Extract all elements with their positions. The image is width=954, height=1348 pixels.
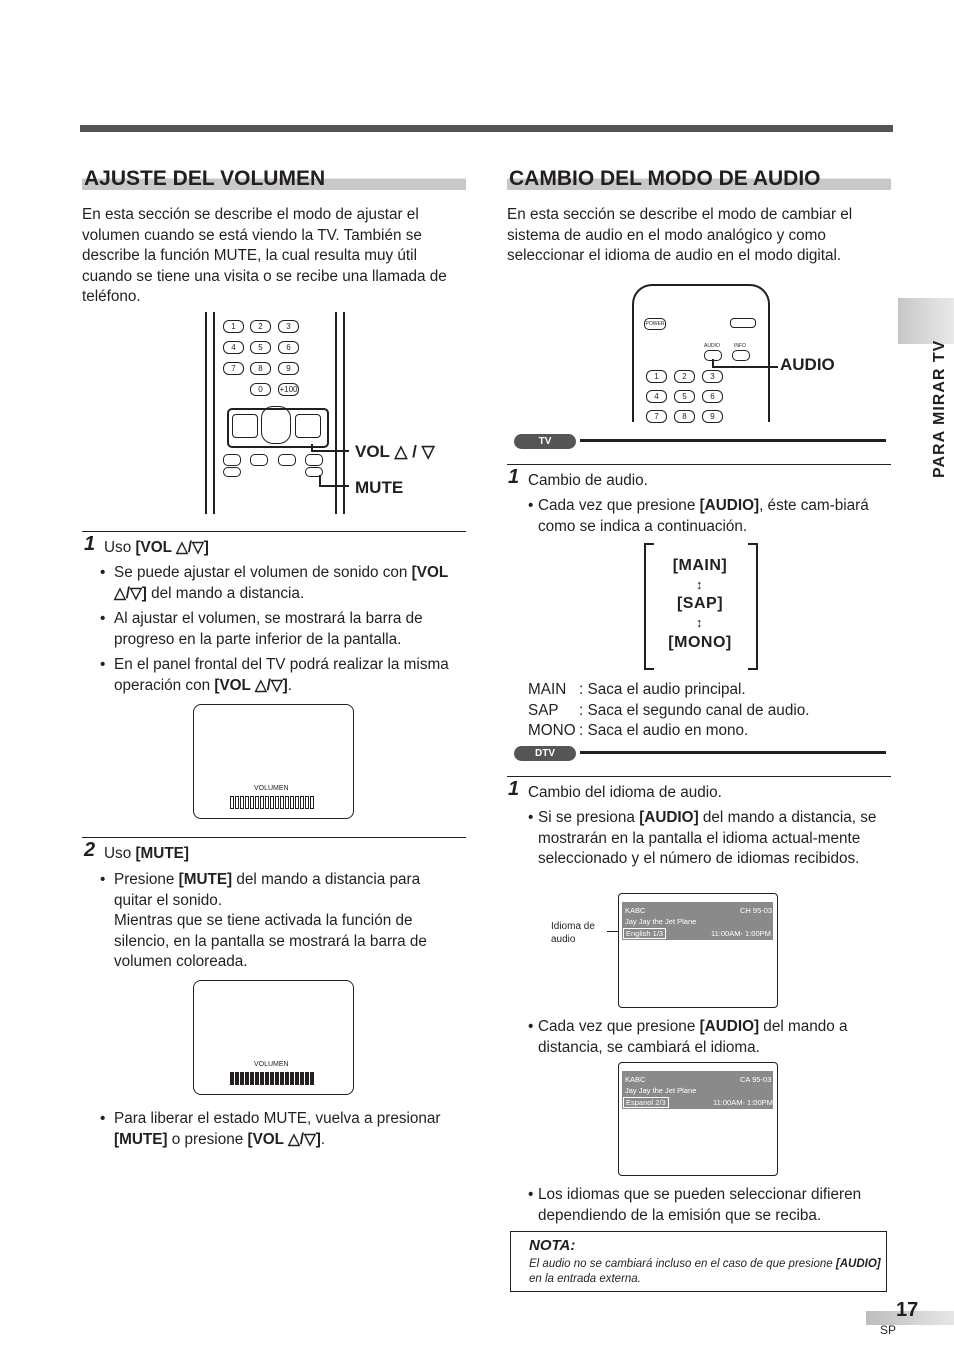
step-title: Uso [VOL △/▽]	[104, 539, 209, 556]
remote-key: 5	[250, 341, 271, 354]
bullet-item: •	[100, 871, 106, 888]
bullet-text: Al ajustar el volumen, se mostrará la barra de progreso en la parte inferior de la pantalla.	[114, 610, 423, 648]
def-term: MAIN	[528, 681, 567, 698]
remote-key: 7	[223, 362, 244, 375]
bullet-item: •	[528, 1186, 534, 1203]
remote-key: 7	[646, 410, 667, 423]
divider	[507, 464, 891, 465]
side-tab-label: PARA MIRAR TV	[931, 339, 948, 478]
label-audio: AUDIO	[780, 355, 835, 374]
divider	[82, 837, 466, 838]
tv-screen-osd-2	[618, 1062, 778, 1176]
mode-mono: [MONO]	[668, 634, 732, 651]
remote-key: 5	[674, 390, 695, 403]
osd-time: 11:00AM- 1:00PM	[711, 929, 771, 938]
page-number: 17	[896, 1299, 919, 1321]
osd-volume-label: VOLUMEN	[254, 1061, 289, 1068]
remote-key: 9	[702, 410, 723, 423]
intro-audio: En esta sección se describe el modo de cambiar el sistema de audio en el modo analógico y como seleccionar el idioma de audio en el modo digital.	[507, 206, 853, 264]
volume-bar	[230, 796, 314, 809]
osd-channel: CA 95-03	[740, 1075, 772, 1084]
osd-station: KABC	[625, 906, 646, 915]
osd-program: Jay Jay the Jet Plane	[625, 1086, 697, 1095]
remote-key: 2	[250, 320, 271, 333]
bullet-item: •	[100, 610, 106, 627]
bullet-item: •	[528, 1018, 534, 1035]
vol-up-key-shape	[295, 414, 321, 438]
bullet-text: Se puede ajustar el volumen de sonido con [VOL △/▽] del mando a distancia.	[114, 564, 448, 602]
audio-mode-cycle	[644, 543, 756, 666]
vol-down-key-shape	[232, 414, 258, 438]
section-title-volume: AJUSTE DEL VOLUMEN	[82, 168, 466, 190]
osd-volume-label: VOLUMEN	[254, 785, 289, 792]
mode-sap: [SAP]	[676, 595, 724, 612]
bullet-item: •	[100, 1110, 106, 1127]
remote-key: 3	[278, 320, 299, 333]
remote-key: 1	[646, 370, 667, 383]
intro-volume: En esta sección se describe el modo de ajustar el volumen cuando se está viendo la TV. También se describe la función MUTE, la cual resulta muy útil cuando se tiene una visita o se recibe una llamada de teléfono.	[82, 206, 447, 305]
info-key-label: INFO	[734, 343, 746, 349]
mode-main: [MAIN]	[672, 557, 728, 574]
bullet-item: •	[100, 656, 106, 673]
bullet-text: Los idiomas que se pueden seleccionar difieren dependiendo de la emisión que se reciba.	[538, 1186, 862, 1224]
label-vol: VOL △ / ▽	[355, 442, 435, 461]
remote-key: 0	[250, 383, 271, 396]
def-desc: : Saca el audio en mono.	[579, 722, 749, 739]
remote-key: 6	[702, 390, 723, 403]
remote-key: 3	[702, 370, 723, 383]
remote-key: 4	[223, 341, 244, 354]
note-box	[510, 1231, 887, 1292]
osd-language: English 1/3	[623, 928, 666, 939]
remote-key: 4	[646, 390, 667, 403]
top-rule	[80, 125, 893, 132]
def-desc: : Saca el segundo canal de audio.	[579, 702, 810, 719]
bullet-text: Cada vez que presione [AUDIO] del mando a distancia, se cambiará el idioma.	[538, 1018, 848, 1056]
power-key: POWER	[644, 318, 666, 330]
def-term: SAP	[528, 702, 559, 719]
updown-arrow-icon: ↕	[696, 577, 703, 592]
osd-language: Espanol 2/3	[623, 1097, 669, 1108]
side-tab-shade	[898, 298, 954, 344]
bullet-item: •	[528, 809, 534, 826]
idioma-label: Idioma de audio	[551, 921, 595, 945]
bullet-text: Cada vez que presione [AUDIO], éste cam-biará como se indica a continuación.	[538, 497, 869, 535]
def-term: MONO	[528, 722, 576, 739]
tv-screen-mute	[193, 980, 354, 1095]
remote-key: 6	[278, 341, 299, 354]
bullet-text: En el panel frontal del TV podrá realizar la misma operación con [VOL △/▽].	[114, 656, 449, 694]
dtv-pill: DTV	[514, 746, 576, 761]
tv-screen-volume	[193, 704, 354, 819]
osd-time: 11:00AM- 1:00PM	[713, 1098, 773, 1107]
label-mute: MUTE	[355, 478, 404, 497]
ch-key-shape	[261, 406, 291, 444]
bullet-text: Para liberar el estado MUTE, vuelva a presionar [MUTE] o presione [VOL △/▽].	[114, 1110, 441, 1148]
osd-channel: CH 95-03	[740, 906, 773, 915]
bullet-text: Presione [MUTE] del mando a distancia para quitar el sonido.	[114, 871, 421, 909]
section-title-audio: CAMBIO DEL MODO DE AUDIO	[507, 168, 891, 190]
step-title: Cambio de audio.	[528, 472, 648, 489]
bullet-item: •	[100, 564, 106, 581]
bullet-text: Si se presiona [AUDIO] del mando a distancia, se mostrarán en la pantalla el idioma actual-mente seleccionado y el número de idiomas recibidos.	[538, 809, 877, 867]
osd-station: KABC	[625, 1075, 646, 1084]
osd-program: Jay Jay the Jet Plane	[625, 917, 697, 926]
step-number: 1	[508, 778, 520, 800]
step-number: 2	[84, 839, 96, 861]
note-text: El audio no se cambiará incluso en el caso de que presione [AUDIO] en la entrada externa.	[529, 1258, 881, 1285]
step-number: 1	[508, 466, 520, 488]
step-title: Uso [MUTE]	[104, 845, 189, 862]
remote-key: 8	[250, 362, 271, 375]
remote-illustration-volume	[205, 312, 345, 514]
bullet-text: Mientras que se tiene activada la función de silencio, en la pantalla se mostrará la barra de volumen coloreada.	[114, 912, 427, 970]
audio-key-label: AUDIO	[704, 343, 720, 349]
tv-pill: TV	[514, 434, 576, 449]
volume-bar-colored	[230, 1072, 314, 1085]
def-desc: : Saca el audio principal.	[579, 681, 746, 698]
remote-key: 9	[278, 362, 299, 375]
updown-arrow-icon: ↕	[696, 615, 703, 630]
remote-key: 1	[223, 320, 244, 333]
remote-key: +100	[279, 385, 298, 394]
tv-screen-osd-1	[618, 893, 778, 1008]
divider	[507, 776, 891, 777]
note-title: NOTA:	[529, 1237, 576, 1254]
remote-key: 8	[674, 410, 695, 423]
divider	[82, 531, 466, 532]
remote-illustration-audio	[632, 284, 770, 422]
remote-key: 2	[674, 370, 695, 383]
bullet-item: •	[528, 497, 534, 514]
language-code: SP	[880, 1323, 897, 1337]
step-number: 1	[84, 533, 96, 555]
step-title: Cambio del idioma de audio.	[528, 784, 722, 801]
